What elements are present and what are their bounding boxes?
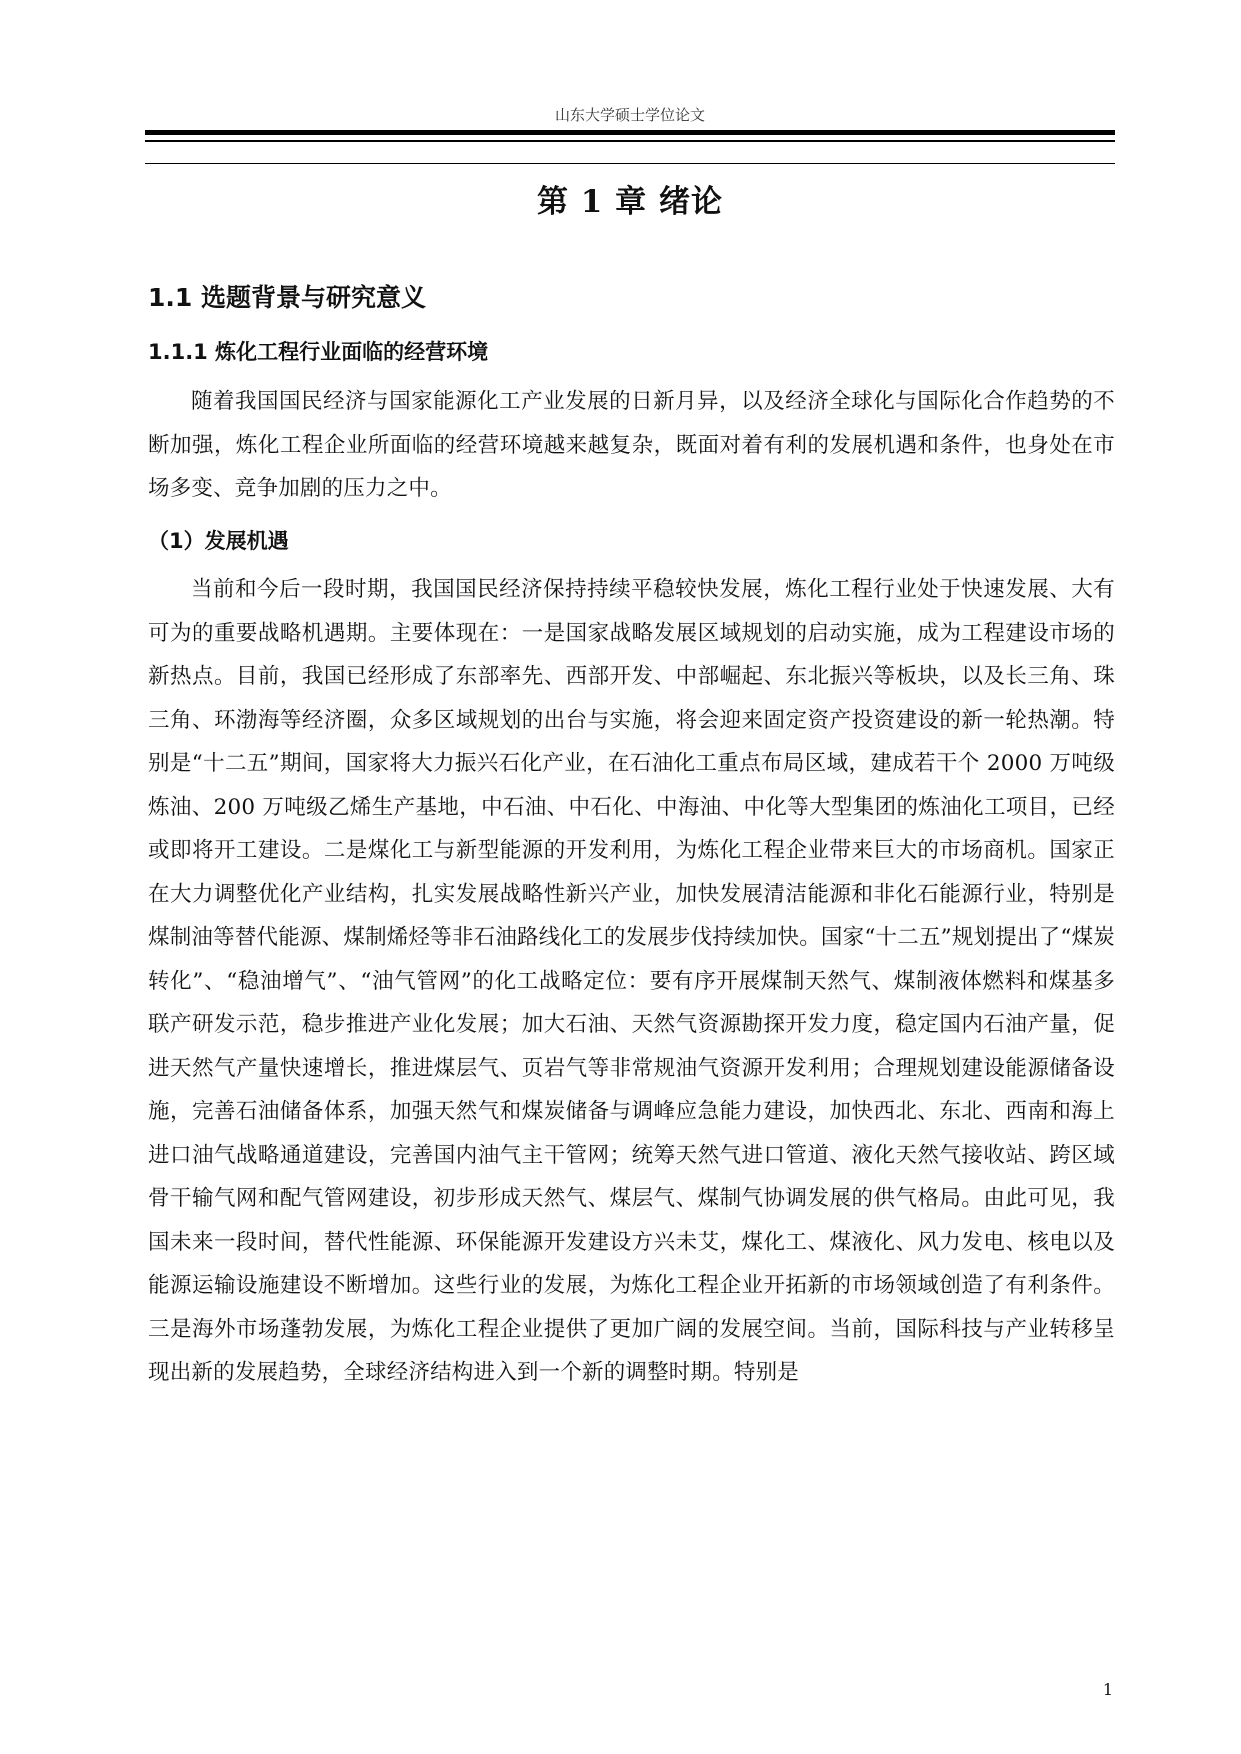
subsection-heading: 1.1.1 炼化工程行业面临的经营环境: [148, 340, 489, 364]
opportunity-heading: （1）发展机遇: [148, 529, 289, 553]
chapter-title: 第 1 章 绪论: [537, 184, 723, 220]
intro-paragraph: 随着我国国民经济与国家能源化工产业发展的日新月异，以及经济全球化与国际化合作趋势的不断加强，炼化工程企业所面临的经营环境越来越复杂，既面对着有利的发展机遇和条件，也身处在市场多变、竞争加剧的压力之中。: [148, 389, 1115, 501]
page-number: 1: [1102, 1680, 1113, 1699]
section-heading: 1.1 选题背景与研究意义: [148, 283, 426, 312]
header-rule-thick: [145, 130, 1115, 135]
opportunity-paragraph: 当前和今后一段时期，我国国民经济保持持续平稳较快发展，炼化工程行业处于快速发展、大有可为的重要战略机遇期。主要体现在：一是国家战略发展区域规划的启动实施，成为工程建设市场的新热点。目前，我国已经形成了东部率先、西部开发、中部崛起、东北振兴等板块，以及长三角、珠三角、环渤海等经济圈，众多区域规划的出台与实施，将会迎来固定资产投资建设的新一轮热潮。特别是“十二五”期间，国家将大力振兴石化产业，在石油化工重点布局区域，建成若干个 2000 万吨级炼油、200 万吨级乙烯生产基地，中石油、中石化、中海油、中化等大型集团的炼油化工项目，已经或即将开工建设。二是煤化工与新型能源的开发利用，为炼化工程企业带来巨大的市场商机。国家正在大力调整优化产业结构，扎实发展战略性新兴产业，加快发展清洁能源和非化石能源行业，特别是煤制油等替代能源、煤制烯烃等非石油路线化工的发展步伐持续加快。国家“十二五”规划提出了“煤炭转化”、“稳油增气”、“油气管网”的化工战略定位：要有序开展煤制天然气、煤制液体燃料和煤基多联产研发示范，稳步推进产业化发展；加大石油、天然气资源勘探开发力度，稳定国内石油产量，促进天然气产量快速增长，推进煤层气、页岩气等非常规油气资源开发利用；合理规划建设能源储备设施，完善石油储备体系，加强天然气和煤炭储备与调峰应急能力建设，加快西北、东北、西南和海上进口油气战略通道建设，完善国内油气主干管网；统筹天然气进口管道、液化天然气接收站、跨区域骨干输气网和配气管网建设，初步形成天然气、煤层气、煤制气协调发展的供气格局。由此可见，我国未来一段时间，替代性能源、环保能源开发建设方兴未艾，煤化工、煤液化、风力发电、核电以及能源运输设施建设不断增加。这些行业的发展，为炼化工程企业开拓新的市场领域创造了有利条件。三是海外市场蓬勃发展，为炼化工程企业提供了更加广阔的发展空间。当前，国际科技与产业转移呈现出新的发展趋势，全球经济结构进入到一个新的调整时期。特别是: [148, 577, 1115, 1385]
header-rule-lower: [145, 163, 1115, 164]
header-rule-thin: [145, 140, 1115, 142]
running-header: 山东大学硕士学位论文: [554, 106, 705, 124]
